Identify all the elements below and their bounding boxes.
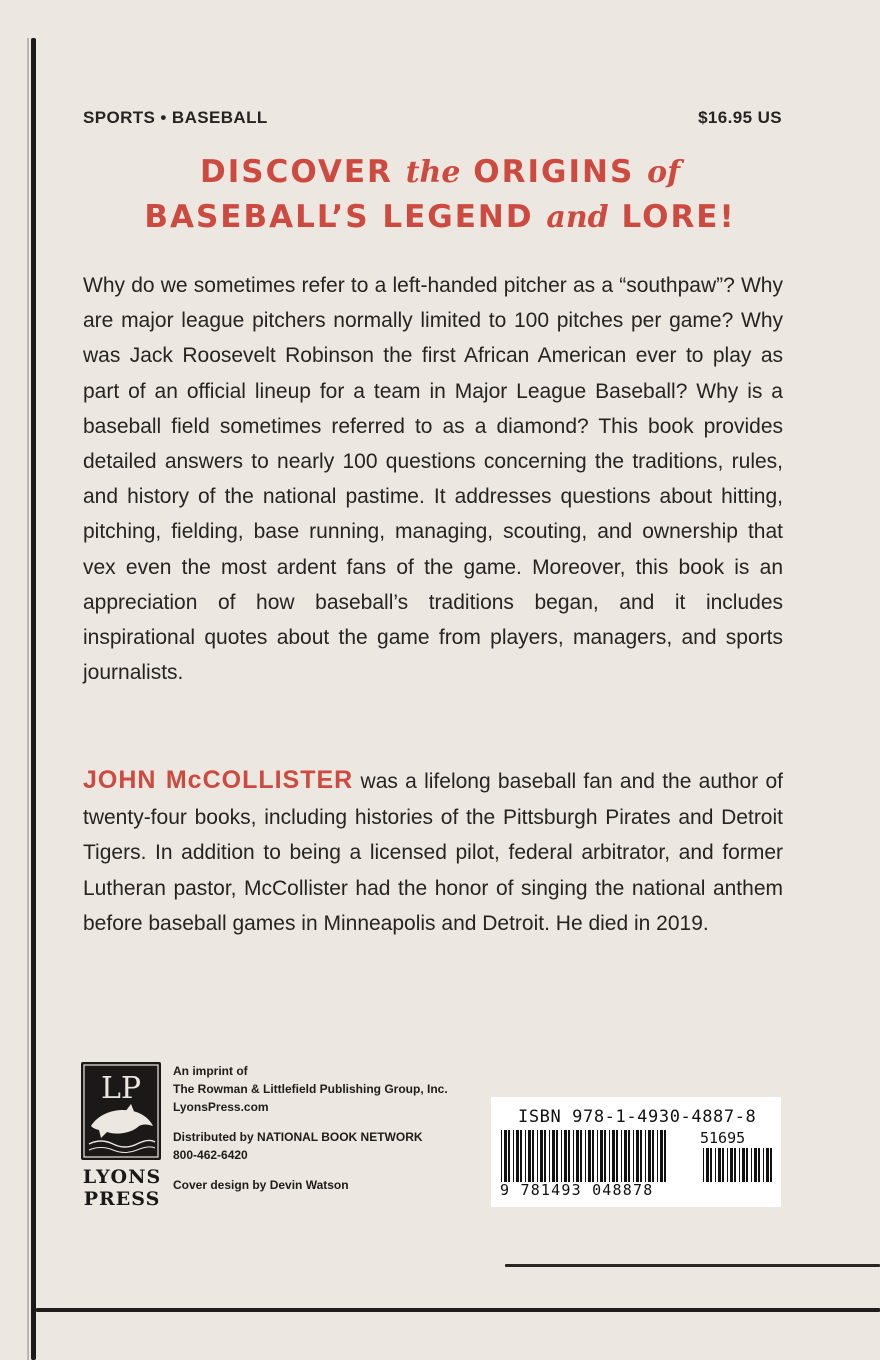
barcode-bar [520,1130,522,1182]
barcode-bar [532,1130,534,1182]
headline-word: LORE! [621,199,736,235]
barcode-bar [648,1130,651,1182]
headline-word: DISCOVER [200,154,393,190]
left-border-rule [31,38,36,1360]
barcode-bar [628,1130,630,1182]
barcode-bar [612,1130,615,1182]
distributor-line: Distributed by NATIONAL BOOK NETWORK [173,1130,423,1144]
barcode-bar [604,1130,606,1182]
lp-dolphin-logo-icon [81,1062,161,1160]
barcode-bar [770,1148,772,1182]
barcode-bar [715,1148,716,1182]
headline-word: BASEBALL’S LEGEND [144,199,534,235]
barcode-bar [585,1130,586,1182]
imprint-line: The Rowman & Littlefield Publishing Group, Inc. [173,1082,448,1096]
barcode-bar [573,1130,574,1182]
barcode-bar [742,1148,745,1182]
headline-script-word: of [647,155,680,190]
cover-design-credit: Cover design by Devin Watson [173,1178,349,1192]
headline-script-word: and [546,200,609,235]
barcode-bar [727,1148,728,1182]
barcode-bar [537,1130,538,1182]
barcode-bar [564,1130,567,1182]
barcode-bar [556,1130,558,1182]
wordmark-line-1: LYONS [82,1166,162,1188]
headline [60,150,820,240]
imprint-block [173,1062,473,1194]
barcode-bar [758,1148,760,1182]
barcode-bar [766,1148,769,1182]
barcode-bar [751,1148,752,1182]
author-bio-text: was a lifelong baseball fan and the author of twenty-four books, including histories of the Pittsburgh Pirates and Detroit Tigers. In addition to being a licensed pilot, federal arbitrator, and former Lutheran pastor, McCollister had the honor of singing the national anthem before baseball games in Minneapolis and Detroit. He died in 2019. [83,770,784,935]
barcode-bar [516,1130,519,1182]
barcode-bar [508,1130,510,1182]
barcode-bar [600,1130,603,1182]
barcode-bar [754,1148,757,1182]
barcode-bar [568,1130,570,1182]
barcode-bar [549,1130,550,1182]
barcode-bar [501,1130,502,1182]
barcode-bar [576,1130,579,1182]
barcode-bar [739,1148,740,1182]
barcode-bar [657,1130,658,1182]
barcode-bar [513,1130,514,1182]
barcode-bar [636,1130,639,1182]
barcode-bar [645,1130,646,1182]
barcode-bar [580,1130,582,1182]
headline-script-word: the [405,155,461,190]
barcode-bar [592,1130,594,1182]
publisher-logo [81,1062,163,1212]
barcode-bar [504,1130,507,1182]
barcode-bar [552,1130,555,1182]
barcode-bar [528,1130,531,1182]
logo-monogram: LP [100,1071,142,1106]
barcode-bar [616,1130,618,1182]
headline-line-1 [60,150,820,195]
distributor-phone: 800-462-6420 [173,1148,248,1162]
barcode-bar [746,1148,748,1182]
barcode-bar [706,1148,709,1182]
barcode-bar [640,1130,642,1182]
barcode-bar [624,1130,627,1182]
barcode-bar [609,1130,610,1182]
barcode-bar [722,1148,724,1182]
bottom-rule-upper [505,1264,880,1267]
barcode-bar [597,1130,598,1182]
dolphin-icon [81,1062,161,1160]
imprint-line: An imprint of [173,1064,248,1078]
author-name: JOHN McCOLLISTER [83,766,354,794]
left-rule-shadow [27,38,29,1360]
barcode-digits: 9 781493 048878 [500,1181,654,1199]
wordmark-line-2: PRESS [83,1188,161,1210]
category-label: SPORTS • BASEBALL [83,108,268,127]
barcode-bar [730,1148,733,1182]
barcode-bar [718,1148,721,1182]
barcode-bar [652,1130,654,1182]
barcode-bar [734,1148,736,1182]
barcode-bar [621,1130,622,1182]
bottom-rule-lower [36,1308,880,1312]
price-code: 51695 [700,1129,746,1147]
barcode-bar [703,1148,704,1182]
description-paragraph: Why do we sometimes refer to a left-handed pitcher as a “southpaw”? Why are major league pitchers normally limited to 100 pitches per game? Why was Jack Roosevelt Robinson the first African American ever to play as part of an official lineup for a team in Major League Baseball? Why is a baseball field sometimes referred to as a diamond? This book provides detailed answers to nearly 100 questions concerning the traditions, rules, and history of the national pastime. It addresses questions about hitting, pitching, fielding, base running, managing, scouting, and ownership that vex even the most ardent fans of the game. Moreover, this book is an appreciation of how baseball’s traditions began, and it includes inspirational quotes about the game from players, managers, and sports journalists. [83,274,783,685]
barcode-bar [763,1148,764,1182]
barcode-bar [588,1130,591,1182]
isbn-label: ISBN 978-1-4930-4887-8 [518,1107,757,1127]
author-bio [83,763,783,942]
barcode-bar [710,1148,712,1182]
price-label: $16.95 US [698,108,782,127]
headline-word: ORIGINS [473,154,635,190]
barcode-bar [660,1130,663,1182]
headline-line-2 [60,195,820,240]
barcode-bars [499,1130,774,1182]
publisher-wordmark [81,1166,163,1210]
barcode-bar [633,1130,634,1182]
barcode-bar [525,1130,526,1182]
barcode-bar [664,1130,666,1182]
publisher-website: LyonsPress.com [173,1100,269,1114]
barcode-bar [544,1130,546,1182]
barcode-bar [540,1130,543,1182]
barcode-bar [561,1130,562,1182]
